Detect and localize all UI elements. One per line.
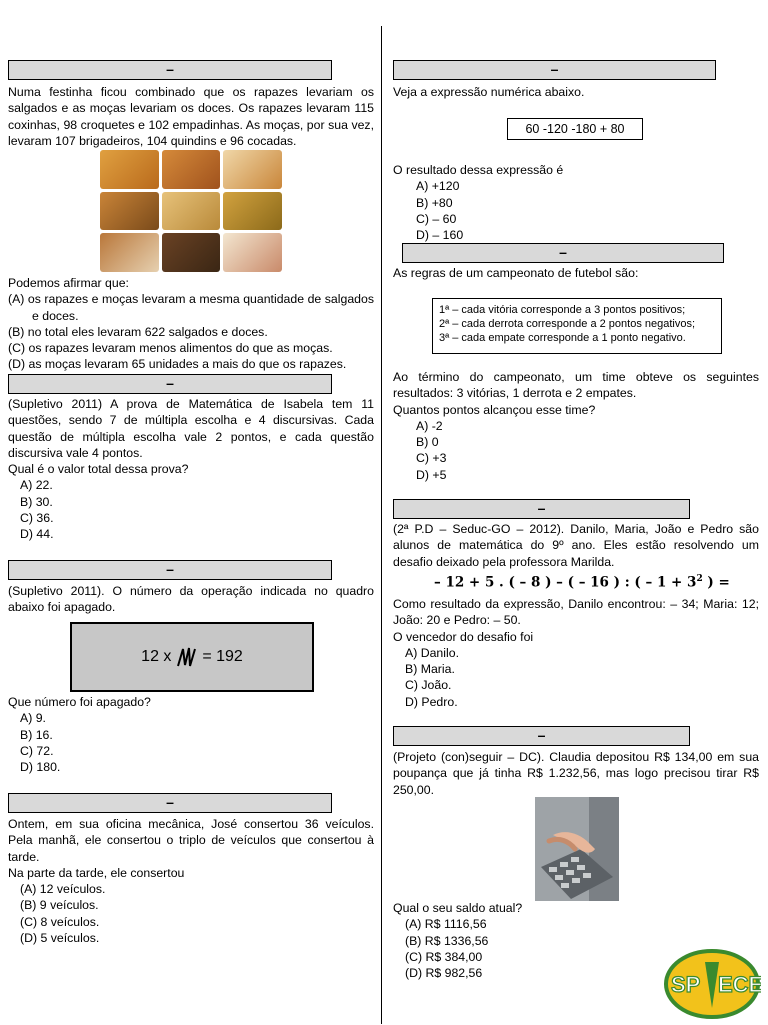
option-d: D) +5	[416, 467, 447, 482]
question-header-3: –	[8, 560, 332, 580]
food-photo	[223, 150, 282, 189]
option-a: A) Danilo.	[405, 645, 459, 660]
option-a: A) 9.	[20, 711, 46, 726]
option-c: C) – 60	[416, 211, 457, 226]
option-a: (A) os rapazes e moças levaram a mesma quantidade de salgados e doces.	[8, 292, 374, 323]
question-4	[8, 816, 374, 946]
question-6	[393, 265, 759, 281]
question-4-text: Ontem, em sua oficina mecânica, José consertou 36 veículos. Pela manhã, ele consertou o triplo de veículos que consertou à tarde.	[8, 817, 374, 864]
option-c: (C) R$ 384,00	[405, 949, 483, 964]
question-4-prompt: Na parte da tarde, ele consertou	[8, 865, 185, 880]
question-5-text: Veja a expressão numérica abaixo.	[393, 85, 585, 99]
option-d: (D) as moças levaram 65 unidades a mais do que os rapazes.	[8, 357, 347, 372]
food-photo	[100, 192, 159, 231]
option-c: C) +3	[416, 451, 447, 466]
rule-2: 2ª – cada derrota corresponde a 2 pontos negativos;	[439, 318, 696, 330]
rule-1: 1ª – cada vitória corresponde a 3 pontos positivos;	[439, 304, 686, 316]
food-photo	[100, 150, 159, 189]
option-d: D) 44.	[20, 527, 54, 542]
expression-exponent: 2	[696, 574, 703, 584]
question-8-text: (Projeto (con)seguir – DC). Claudia depositou R$ 134,00 em sua poupança que já tinha R$ 1.232,56, mas logo precisou tirar R$ 250,00.	[393, 750, 759, 797]
logo-text-right: ECE	[718, 972, 761, 997]
question-3-answers	[8, 694, 374, 775]
question-2-text: (Supletivo 2011) A prova de Matemática de Isabela tem 11 questões, sendo 7 de múltipla escolha e 4 discursivas. Cada questão de múltipla escolha vale 2 pontos, e cada questão discursiva vale 4 pontos.	[8, 397, 374, 460]
question-7-answers	[393, 596, 759, 710]
question-7	[393, 521, 759, 570]
question-3	[8, 583, 374, 616]
question-3-text: (Supletivo 2011). O número da operação indicada no quadro abaixo foi apagado.	[8, 584, 374, 615]
column-divider	[381, 26, 382, 1024]
option-d: D) – 160	[416, 228, 464, 243]
option-c: (C) os rapazes levaram menos alimentos do que as moças.	[8, 341, 333, 356]
food-photo	[162, 150, 221, 189]
food-photo	[223, 233, 282, 272]
option-b: (B) no total eles levaram 622 salgados e doces.	[8, 324, 268, 339]
question-8-prompt: Qual o seu saldo atual?	[393, 901, 523, 915]
option-d: D) Pedro.	[405, 694, 458, 709]
food-photo	[223, 192, 282, 231]
option-a: (A) 12 veículos.	[20, 882, 106, 897]
option-c: C) 72.	[20, 743, 54, 758]
question-5	[393, 84, 759, 100]
question-6-text: As regras de um campeonato de futebol são:	[393, 266, 639, 280]
equation-right: = 192	[202, 648, 243, 665]
expression-box: 60 -120 -180 + 80	[507, 118, 643, 140]
food-photo	[162, 192, 221, 231]
question-header-2: –	[8, 374, 332, 394]
option-b: (B) R$ 1336,56	[405, 933, 489, 948]
option-b: B) +80	[416, 195, 453, 210]
option-a: A) +120	[416, 179, 460, 194]
question-7-prompt: O vencedor do desafio foi	[393, 629, 534, 644]
option-a: A) 22.	[20, 478, 53, 493]
atm-keypad-photo	[535, 797, 619, 901]
question-7-text: (2ª P.D – Seduc-GO – 2012). Danilo, Maria, João e Pedro são alunos de matemática do 9º ano. Eles estão resolvendo um desafio deixado pela professora Marilda.	[393, 522, 759, 569]
erased-number-scribble	[176, 646, 198, 668]
spaece-logo	[663, 948, 761, 1020]
question-header-4: –	[8, 793, 332, 813]
expression-end: ) =	[702, 574, 730, 591]
question-1-prompt: Podemos afirmar que:	[8, 276, 129, 290]
question-5-answers	[393, 162, 759, 243]
option-c: C) 36.	[20, 511, 54, 526]
question-header-1: –	[8, 60, 332, 80]
question-8	[393, 749, 759, 798]
rules-box	[432, 298, 722, 354]
food-photo-collage	[100, 150, 282, 272]
question-header-6: –	[402, 243, 724, 263]
question-1-text: Numa festinha ficou combinado que os rapazes levariam os salgados e as moças levariam os doces. Os rapazes levaram 115 coxinhas, 98 croquetes e 102 empadinhas. As moças, por sua vez, levaram 107 brigadeiros, 104 quindins e 96 cocadas.	[8, 85, 374, 148]
option-d: D) 180.	[20, 760, 61, 775]
question-header-5: –	[393, 60, 716, 80]
challenge-expression	[434, 574, 730, 591]
option-b: (B) 9 veículos.	[20, 898, 99, 913]
equation-left: 12 x	[141, 648, 172, 665]
operation-box	[70, 622, 314, 692]
question-6-text-2: Ao término do campeonato, um time obteve os seguintes resultados: 3 vitórias, 1 derrota e 2 empates.	[393, 370, 759, 401]
question-header-8: –	[393, 726, 690, 746]
atm-keypad-illustration	[535, 797, 619, 901]
spaece-logo-graphic	[663, 948, 761, 1020]
option-b: B) 16.	[20, 727, 53, 742]
option-c: (C) 8 veículos.	[20, 914, 100, 929]
option-a: A) -2	[416, 418, 443, 433]
question-header-7: –	[393, 499, 690, 519]
option-d: (D) R$ 982,56	[405, 966, 483, 981]
option-b: B) 0	[416, 435, 439, 450]
food-photo	[162, 233, 221, 272]
logo-text-left: SP	[671, 972, 701, 997]
question-1	[8, 84, 374, 149]
option-a: (A) R$ 1116,56	[405, 917, 487, 932]
question-6-answers	[393, 369, 759, 483]
expression-main: – 12 + 5 . ( – 8 ) – ( – 16 ) : ( – 1 + 3	[434, 574, 697, 591]
question-7-text-2: Como resultado da expressão, Danilo encontrou: – 34; Maria: 12; João: 20 e Pedro: – 50.	[393, 597, 759, 628]
option-d: (D) 5 veículos.	[20, 931, 100, 946]
option-c: C) João.	[405, 678, 452, 693]
question-3-prompt: Que número foi apagado?	[8, 695, 151, 709]
question-1-answers	[8, 275, 374, 373]
question-5-prompt: O resultado dessa expressão é	[393, 163, 564, 177]
question-6-prompt: Quantos pontos alcançou esse time?	[393, 402, 596, 417]
option-b: B) Maria.	[405, 662, 455, 677]
food-photo	[100, 233, 159, 272]
question-2	[8, 396, 374, 543]
rule-3: 3ª – cada empate corresponde a 1 ponto negativo.	[439, 332, 686, 344]
question-2-prompt: Qual é o valor total dessa prova?	[8, 462, 189, 477]
option-b: B) 30.	[20, 494, 53, 509]
